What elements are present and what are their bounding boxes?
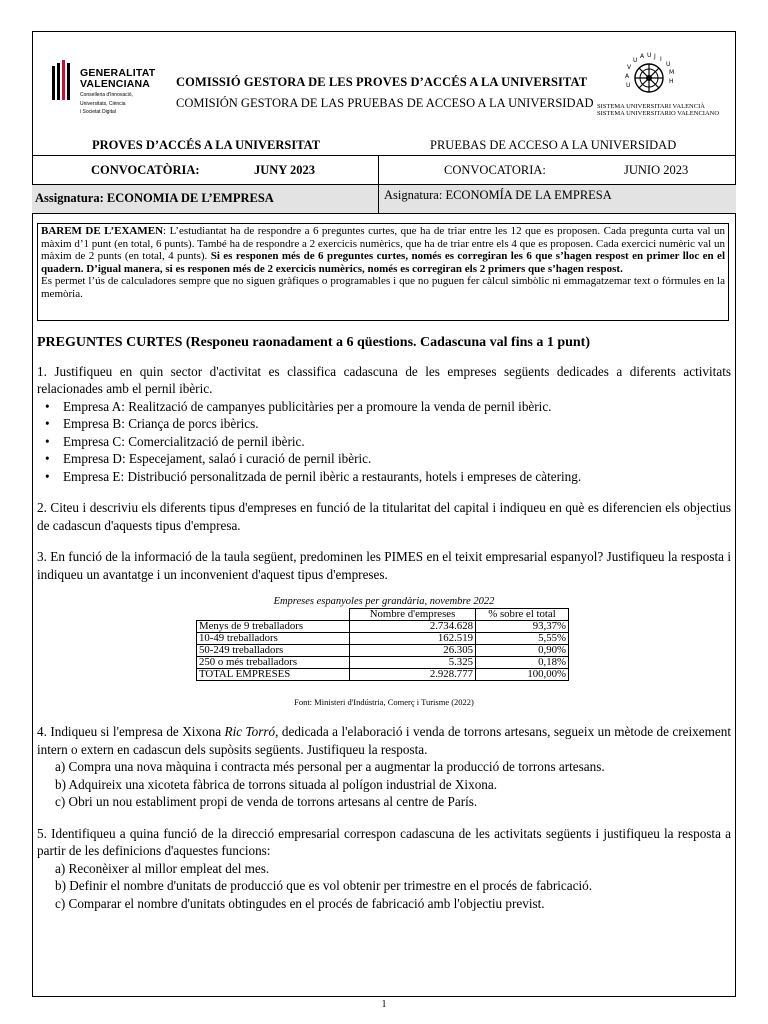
- exam-scoring-box: [37, 223, 729, 321]
- barem-calculator-note: Es permet l’ús de calculadores sempre que no siguen gràfiques o programables i que no puguen fer càlcul simbòlic ni emmagatzemar text o fórmules en la memòria.: [41, 275, 725, 300]
- title-va: PROVES D’ACCÉS A LA UNIVERSITAT: [92, 138, 321, 152]
- list-item: c) Obri un nou establiment propi de venda de torrons artesans al centre de París.: [55, 794, 478, 809]
- svg-text:U: U: [647, 52, 652, 59]
- barem-bold-text: Si es responen més de 6 preguntes curtes, només es corregiran les 6 que s’hagen respost en primer lloc en el quadern. D’igual manera, si es responen més de 2 exercicis numèrics, només es corregiran els 2 primers que s’hagen respost.: [41, 250, 725, 275]
- list-item: • Empresa E: Distribució personalitzada de pernil ibèric a restaurants, hotels i empreses de càtering.: [37, 468, 731, 486]
- seal-caption-va: SISTEMA UNIVERSITARI VALENCIÀ: [597, 103, 705, 110]
- svg-text:H: H: [669, 78, 674, 85]
- svg-text:I: I: [660, 56, 662, 63]
- convocatoria-value-es: JUNIO 2023: [624, 163, 689, 177]
- svg-text:A: A: [625, 73, 630, 80]
- list-item: • Empresa D: Especejament, salaó i curació de pernil ibèric.: [37, 450, 731, 468]
- list-item: • Empresa A: Realització de campanyes publicitàries per a promoure la venda de pernil ibèric.: [37, 398, 731, 416]
- header-commission-va: COMISSIÓ GESTORA DE LES PROVES D’ACCÉS A LA UNIVERSITAT: [176, 75, 588, 89]
- table-row: TOTAL EMPRESES 2.928.777 100,00%: [197, 669, 569, 681]
- list-item: b) Adquireix una xicoteta fàbrica de torrons situada al polígon industrial de Xixona.: [55, 776, 498, 792]
- svg-text:U: U: [626, 82, 631, 89]
- question-5: 5. Identifiqueu a quina funció de la direcció empresarial correspon cadascuna de les activitats següents i justifiqueu la resposta a partir de les definicions d'aquestes funcions:: [37, 825, 731, 858]
- table-row: 250 o més treballadors 5.325 0,18%: [197, 657, 569, 669]
- gva-sub-3: i Societat Digital: [80, 109, 116, 115]
- svg-text:A: A: [640, 53, 645, 60]
- table-row: Menys de 9 treballadors 2.734.628 93,37%: [197, 621, 569, 633]
- question-4: 4. Indiqueu si l'empresa de Xixona Ric Torró, dedicada a l'elaboració i venda de torrons artesans, segueix un mètode de creixement intern o extern en cadascun dels supòsits següents. Justifiqueu la resposta.: [37, 724, 731, 757]
- list-item: a) Reconèixer al millor empleat del mes.: [55, 860, 270, 876]
- company-size-table-block: [37, 596, 731, 706]
- header-commission-es: COMISIÓN GESTORA DE LAS PRUEBAS DE ACCESO A LA UNIVERSIDAD: [176, 96, 594, 110]
- barem-label: BAREM DE L’EXAMEN: [41, 225, 164, 237]
- svg-text:V: V: [627, 64, 632, 71]
- company-size-table: [196, 608, 569, 681]
- barem-text: : L’estudiantat ha de respondre a 6 preguntes curtes, que ha de triar entre les 12 que es proposen. Cada pregunta curta val un màxim d’1 punt (en total, 6 punts). També ha de respondre a 2 exercicis numèrics, que ha de triar entre els 4 que es proposen. Cada exercici numèric val un màxim de 2 punts (en total, 4 punts).: [41, 225, 725, 263]
- title-es: PRUEBAS DE ACCESO A LA UNIVERSIDAD: [430, 138, 677, 152]
- page-number: 1: [381, 999, 387, 1010]
- list-item: b) Definir el nombre d'unitats de producció que es vol obtenir per trimestre en el procés de fabricació.: [55, 878, 593, 893]
- list-item: • Empresa B: Criança de porcs ibèrics.: [37, 415, 731, 433]
- generalitat-emblem-icon: [50, 60, 72, 100]
- subject-va: Assignatura: ECONOMIA DE L’EMPRESA: [35, 191, 274, 205]
- gva-sub-2: Universitats, Ciència: [80, 100, 126, 107]
- seal-caption: [597, 103, 719, 117]
- table-row: 50-249 treballadors 26.305 0,90%: [197, 645, 569, 657]
- subject-es: Asignatura: ECONOMÍA DE LA EMPRESA: [384, 188, 612, 202]
- convocatoria-value-va: JUNY 2023: [254, 163, 315, 177]
- table-header-row: [197, 609, 569, 621]
- svg-text:U: U: [666, 61, 671, 68]
- table-caption: Empreses espanyoles per grandària, novembre 2022: [273, 596, 495, 607]
- table-col-percent: % sobre el total: [476, 609, 569, 621]
- convocatoria-label-va: CONVOCATÒRIA:: [91, 163, 200, 177]
- convocatoria-label-es: CONVOCATORIA:: [444, 163, 546, 177]
- table-col-count: Nombre d'empreses: [350, 609, 476, 621]
- company-name: Ric Torró: [224, 724, 276, 739]
- svg-text:J: J: [654, 53, 656, 60]
- question-2: 2. Citeu i descriviu els diferents tipus d'empreses en funció de la titularitat del capital i indiqueu en què es diferencien els objectius de cadascun d'aquests tipus d'empresa.: [37, 500, 731, 533]
- section-title: PREGUNTES CURTES (Responeu raonadament a 6 qüestions. Cadascuna val fins a 1 punt): [37, 335, 590, 350]
- questions-content: [37, 334, 731, 912]
- gva-sub-1: Conselleria d'Innovació,: [80, 92, 133, 98]
- seal-caption-es: SISTEMA UNIVERSITARIO VALENCIANO: [597, 110, 720, 117]
- generalitat-logo: [50, 60, 170, 120]
- university-system-seal-icon: [614, 52, 684, 104]
- list-item: • Empresa C: Comercialització de pernil ibèric.: [37, 433, 731, 451]
- list-item: a) Compra una nova màquina i contracta més personal per a augmentar la producció de torrons artesans.: [55, 759, 605, 774]
- svg-text:U: U: [633, 57, 638, 64]
- gva-title-1: GENERALITAT: [80, 67, 156, 79]
- question-3: 3. En funció de la informació de la taula següent, predominen les PIMES en el teixit empresarial espanyol? Justifiqueu la resposta i indiqueu un avantatge i un inconvenient d'aquest tipus d'empreses.: [37, 549, 731, 582]
- list-item: c) Comparar el nombre d'unitats obtingudes en el procés de fabricació amb l'objectiu previst.: [55, 895, 545, 911]
- question-1: 1. Justifiqueu en quin sector d'activitat es classifica cadascuna de les empreses següents dedicades a diferents activitats relacionades amb el pernil ibèric.: [37, 363, 731, 396]
- svg-text:M: M: [669, 69, 675, 76]
- table-source: Font: Ministeri d'Indústria, Comerç i Turisme (2022): [294, 697, 474, 707]
- table-row: 10-49 treballadors 162.519 5,55%: [197, 633, 569, 645]
- exam-info-grid: [32, 155, 736, 214]
- question-1-list: [37, 398, 731, 486]
- gva-title-2: VALENCIANA: [80, 78, 151, 90]
- convocatoria-row: [32, 156, 736, 185]
- subject-row: [32, 185, 736, 214]
